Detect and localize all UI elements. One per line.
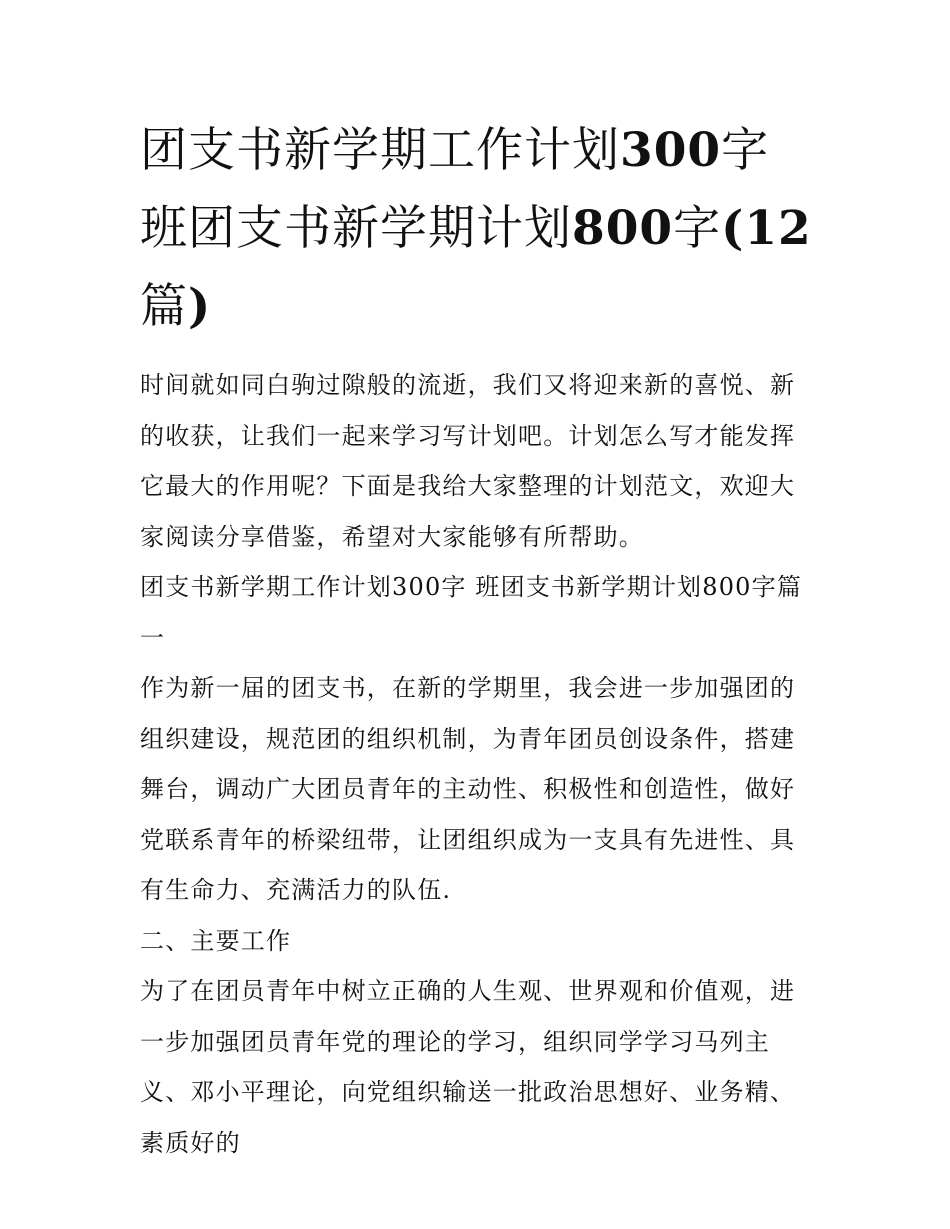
section-heading: 团支书新学期工作计划300字 班团支书新学期计划800字篇一 (140, 573, 803, 652)
subsection-heading: 二、主要工作 (140, 926, 292, 955)
body-paragraph: 作为新一届的团支书，在新的学期里，我会进一步加强团的组织建设，规范团的组织机制，为青年团员创设条件，搭建舞台，调动广大团员青年的主动性、积极性和创造性，做好党联系青年的桥梁纽带，让团组织成为一支具有先进性、具有生命力、充满活力的队伍. (140, 674, 796, 904)
intro-paragraph: 时间就如同白驹过隙般的流逝，我们又将迎来新的喜悦、新的收获，让我们一起来学习写计划吧。计划怎么写才能发挥它最大的作用呢？下面是我给大家整理的计划范文，欢迎大家阅读分享借鉴，希望对大家能够有所帮助。 (140, 371, 796, 551)
body-paragraph: 为了在团员青年中树立正确的人生观、世界观和价值观，进一步加强团员青年党的理论的学习，组织同学学习马列主义、邓小平理论，向党组织输送一批政治思想好、业务精、素质好的 (140, 977, 796, 1157)
document-title: 团支书新学期工作计划300字 班团支书新学期计划800字(12篇) (140, 123, 812, 334)
document-page (140, 112, 812, 1168)
